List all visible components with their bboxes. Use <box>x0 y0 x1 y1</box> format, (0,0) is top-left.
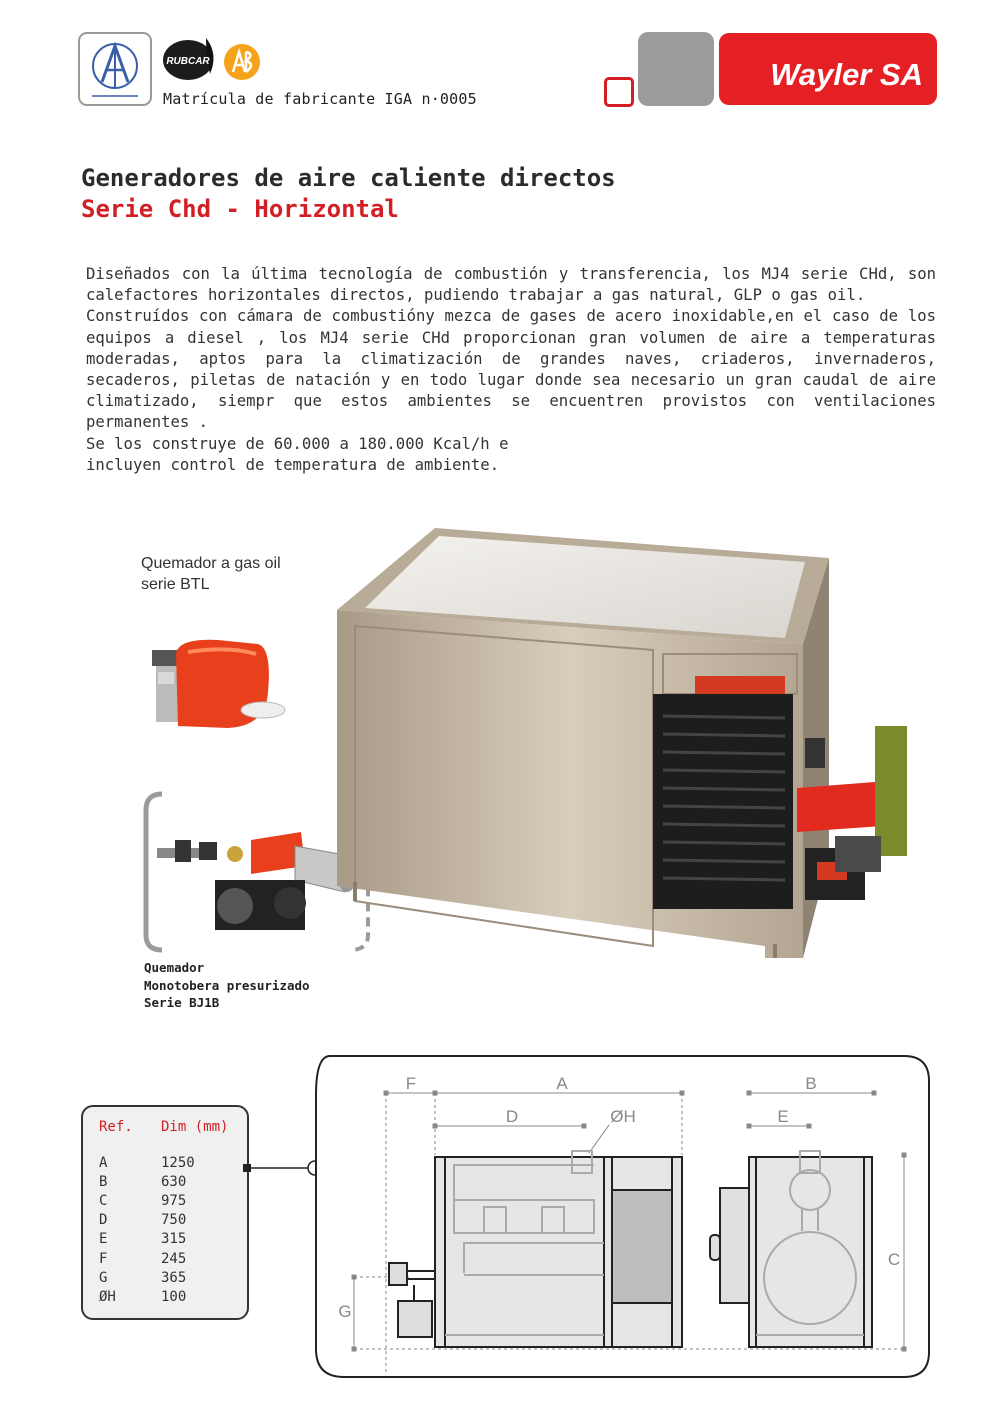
header-dim: Dim (mm) <box>161 1119 229 1135</box>
ab-logo <box>222 42 262 82</box>
table-row <box>99 1153 247 1172</box>
table-row <box>99 1172 247 1191</box>
row-dim: 245 <box>161 1250 187 1267</box>
rubcar-logo-text: RUBCAR <box>166 56 210 67</box>
table-row <box>99 1191 247 1210</box>
page-subtitle: Serie Chd - Horizontal <box>81 195 399 223</box>
red-square-decor <box>604 77 634 107</box>
row-ref: F <box>99 1250 108 1267</box>
table-row <box>99 1249 247 1268</box>
diagram-label-d: D <box>505 1107 519 1126</box>
row-ref: A <box>99 1154 108 1171</box>
row-dim: 100 <box>161 1288 187 1305</box>
description-paragraph-1: Diseñados con la última tecnología de combustión y transferencia, los MJ4 serie CHd, son calefactores horizontales directos, pudiendo trabajar a gas natural, GLP o gas oil. <box>86 265 936 305</box>
caption-gasoil-burner <box>141 553 281 595</box>
page-title: Generadores de aire caliente directos <box>81 164 616 192</box>
diagram-label-g: G <box>338 1302 352 1321</box>
description-paragraph-2: Construídos con cámara de combustióny mezca de gases de acero inoxidable,en el caso de los equipos a diesel , los MJ4 serie CHd proporcionan gran volumen de aire a temperaturas moderadas, aptos para la climatización de grandes naves, criaderos, invernaderos, secaderos, piletas de natación y en todo lugar donde sea necesario un gran caudal de aire climatizado, siempr que estos ambientes se encuentren provistos con ventilaciones permanentes . <box>86 307 936 432</box>
caption-bj1b-burner <box>144 959 310 1012</box>
diagram-label-a: A <box>556 1074 568 1093</box>
table-row <box>99 1211 247 1230</box>
iga-logo <box>78 32 152 106</box>
diagram-label-h: ØH <box>610 1107 636 1126</box>
table-row <box>99 1287 247 1306</box>
row-dim: 365 <box>161 1269 187 1286</box>
header-ref: Ref. <box>99 1119 133 1135</box>
caption-bj1b-line1: Quemador <box>144 960 205 975</box>
diagram-label-b: B <box>805 1074 817 1093</box>
table-row <box>99 1268 247 1287</box>
manufacturer-registration: Matrícula de fabricante IGA n·0005 <box>163 90 477 108</box>
caption-bj1b-line3: Serie BJ1B <box>144 995 220 1010</box>
dimensions-table <box>81 1105 249 1320</box>
description-paragraph-3: Se los construye de 60.000 a 180.000 Kcal/h e <box>86 434 509 453</box>
row-dim: 315 <box>161 1231 187 1248</box>
btl-burner-image <box>148 632 288 737</box>
dimensions-table-header <box>99 1119 247 1135</box>
row-ref: ØH <box>99 1288 116 1305</box>
diagram-label-c: C <box>887 1250 901 1269</box>
generator-image <box>335 526 915 966</box>
table-row <box>99 1230 247 1249</box>
row-dim: 1250 <box>161 1154 195 1171</box>
row-ref: E <box>99 1231 108 1248</box>
caption-gasoil-line2: serie BTL <box>141 576 210 593</box>
row-ref: B <box>99 1173 108 1190</box>
product-description <box>86 264 936 476</box>
bj1b-burner-image <box>155 818 360 943</box>
diagram-label-f: F <box>405 1074 417 1093</box>
row-ref: D <box>99 1212 108 1229</box>
description-paragraph-4: incluyen control de temperatura de ambiente. <box>86 455 500 474</box>
rubcar-logo <box>162 34 220 82</box>
caption-bj1b-line2: Monotobera presurizado <box>144 977 310 993</box>
brand-logo: Wayler SA <box>719 33 937 105</box>
row-ref: G <box>99 1269 108 1286</box>
grey-block-decor <box>638 32 714 106</box>
dimension-diagram <box>314 1055 931 1378</box>
diagram-label-e: E <box>777 1107 789 1126</box>
row-ref: C <box>99 1192 108 1209</box>
row-dim: 750 <box>161 1212 187 1229</box>
row-dim: 630 <box>161 1173 187 1190</box>
row-dim: 975 <box>161 1192 187 1209</box>
caption-gasoil-line1: Quemador a gas oil <box>141 555 281 572</box>
